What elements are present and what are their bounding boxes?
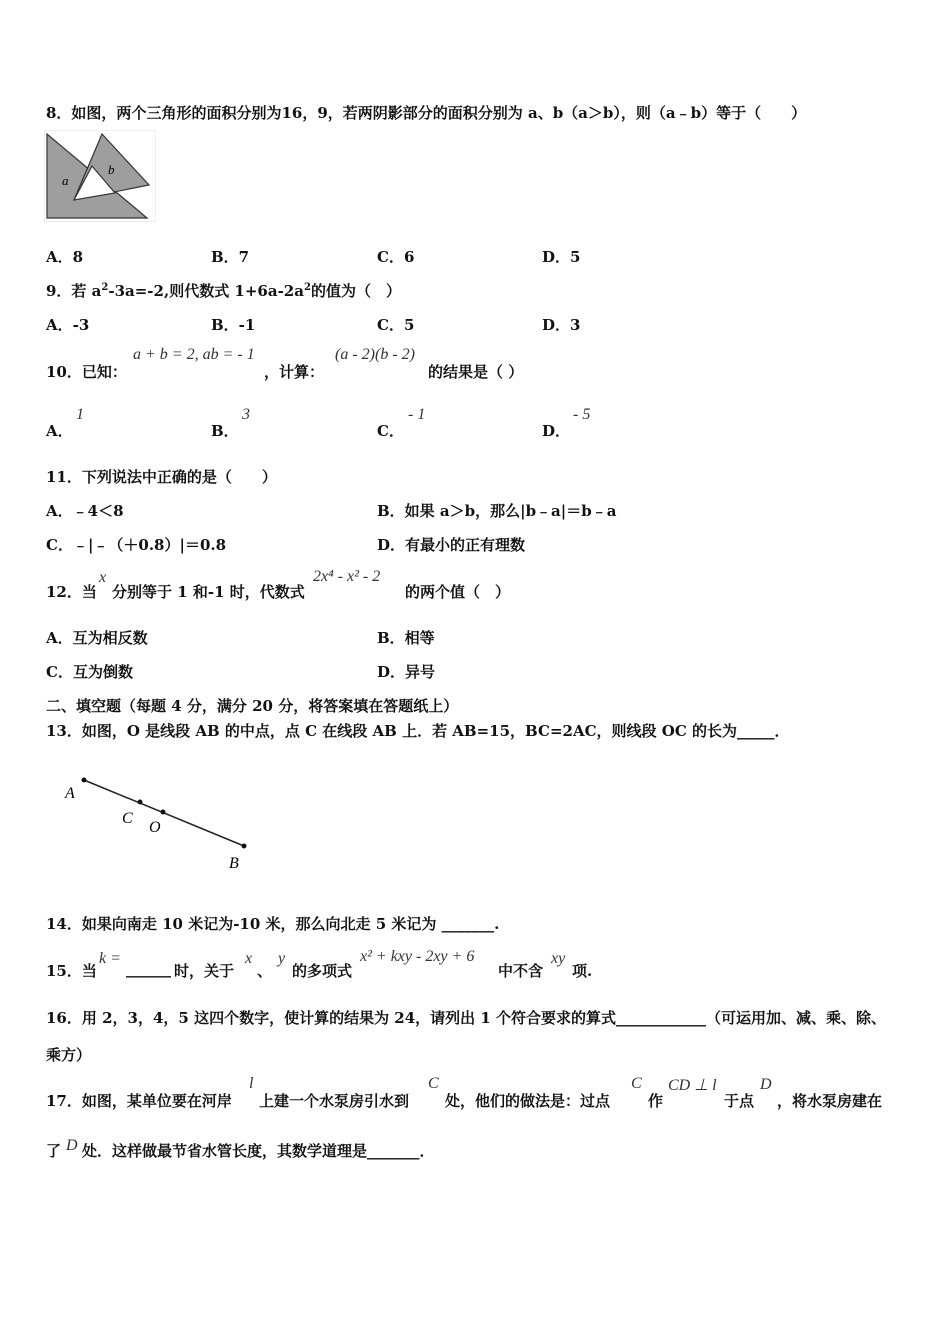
q8-text: 8．如图，两个三角形的面积分别为16，9，若两阴影部分的面积分别为 a、b（a＞b），则（a﹣b）等于（ ） [46, 104, 807, 122]
q15-sep: 、 [257, 962, 273, 980]
q15-poly: x² + kxy - 2xy + 6 [360, 948, 475, 965]
q15-mid2: 的多项式 [292, 962, 353, 980]
q17-p1: 17．如图，某单位要在河岸 [46, 1092, 232, 1110]
q9-option-d: D．3 [542, 316, 581, 334]
q8-triangles-figure [44, 130, 156, 222]
q10-option-d-letter: D． [542, 422, 571, 440]
q13-point-c [138, 800, 143, 805]
q15-xy: xy [551, 950, 566, 967]
q13-label-c: C [122, 810, 133, 827]
q9-option-c: C．5 [377, 316, 415, 334]
q17-p2: 上建一个水泵房引水到 [259, 1092, 410, 1110]
section2-title: 二、填空题（每题 4 分，满分 20 分，将答案填在答题纸上） [46, 697, 459, 715]
q15-k: k = [99, 950, 121, 967]
q13-point-a [82, 778, 87, 783]
q10-option-b-letter: B． [211, 422, 239, 440]
q13-label-b: B [229, 855, 239, 872]
q16-line1: 16．用 2，3，4，5 这四个数字，使计算的结果为 24，请列出 1 个符合要求的算式____________（可运用加、减、乘、除、 [46, 1009, 887, 1027]
q8-option-b: B．7 [211, 248, 250, 266]
q12-var: x [99, 569, 107, 586]
q12-suffix: 的两个值（ ） [405, 583, 511, 601]
q17-c: C [428, 1075, 439, 1092]
q9-suffix: 的值为（ ） [310, 282, 401, 300]
q12-option-a: A．互为相反数 [46, 629, 148, 647]
q13-label-a: A [65, 785, 75, 802]
q10-option-b-value: 3 [242, 406, 250, 423]
q17-line2-a: 了 [46, 1142, 62, 1160]
q9-exp1: 2 [101, 282, 109, 293]
q15-suffix: 项. [572, 962, 593, 980]
q10-option-c-letter: C． [377, 422, 404, 440]
q10-mid: ，计算： [264, 363, 325, 381]
q12-option-b: B．相等 [377, 629, 435, 647]
q15-blank: ______ [126, 960, 171, 978]
q12-mid: 分别等于 1 和-1 时，代数式 [112, 583, 305, 601]
q13-point-b [242, 844, 247, 849]
q10-option-d-value: - 5 [573, 406, 591, 423]
q9-prefix: 9．若 a [46, 282, 102, 300]
q17-cd: CD ⊥ l [668, 1077, 717, 1094]
q17-p3: 处，他们的做法是：过点 [445, 1092, 611, 1110]
q11-option-b: B．如果 a＞b，那么|b﹣a|＝b﹣a [377, 502, 617, 520]
q17-c2: C [631, 1075, 642, 1092]
q17-d2: D [66, 1137, 78, 1154]
q13-point-o [161, 810, 166, 815]
q12-expr: 2x⁴ - x² - 2 [313, 568, 381, 585]
q8-option-a: A．8 [46, 248, 84, 266]
q16-line2: 乘方） [46, 1046, 92, 1064]
q10-suffix: 的结果是（ ） [428, 363, 524, 381]
q9-exp2: 2 [303, 282, 311, 293]
q8-label-a: a [62, 173, 69, 188]
q17-p4: 作 [648, 1092, 664, 1110]
q15-prefix: 15．当 [46, 962, 97, 980]
q10-option-a-value: 1 [76, 406, 84, 423]
q10-option-c-value: - 1 [408, 406, 426, 423]
q11-option-c: C．﹣|﹣（＋0.8）|＝0.8 [46, 536, 227, 554]
q17-l: l [249, 1075, 254, 1092]
q10-option-a-letter: A． [46, 422, 73, 440]
q9-option-b: B．-1 [211, 316, 256, 334]
q11-option-d: D．有最小的正有理数 [377, 536, 526, 554]
q9-option-a: A．-3 [46, 316, 90, 334]
q17-p5: 于点 [724, 1092, 755, 1110]
q17-d: D [760, 1076, 772, 1093]
q13-label-o: O [149, 819, 161, 836]
q10-given: a + b = 2, ab = - 1 [133, 346, 255, 363]
q8-option-c: C．6 [377, 248, 415, 266]
q17-p6: ，将水泵房建在 [777, 1092, 883, 1110]
q12-option-d: D．异号 [377, 663, 436, 681]
q12-option-c: C．互为倒数 [46, 663, 133, 681]
q9-mid: -3a=-2,则代数式 1+6a-2a [108, 282, 304, 300]
q12-prefix: 12．当 [46, 583, 97, 601]
q11-option-a: A．﹣4＜8 [46, 502, 124, 520]
q8-label-b: b [108, 162, 115, 177]
q15-mid3: 中不含 [498, 962, 544, 980]
q11-text: 11．下列说法中正确的是（ ） [46, 468, 277, 486]
q13-text: 13．如图，O 是线段 AB 的中点，点 C 在线段 AB 上．若 AB=15，BC=2AC，则线段 OC 的长为_____． [46, 722, 790, 740]
q9-text [46, 280, 401, 301]
q15-mid1: 时，关于 [174, 962, 235, 980]
q15-x: x [245, 950, 253, 967]
q8-option-d: D．5 [542, 248, 581, 266]
q13-segment-figure [55, 770, 265, 880]
q10-expr: (a - 2)(b - 2) [335, 346, 415, 363]
q10-prefix: 10．已知： [46, 363, 127, 381]
q14-text: 14．如果向南走 10 米记为-10 米，那么向北走 5 米记为 _______. [46, 915, 500, 933]
q15-y: y [278, 950, 286, 967]
q17-line2-b: 处．这样做最节省水管长度，其数学道理是_______． [82, 1142, 435, 1160]
